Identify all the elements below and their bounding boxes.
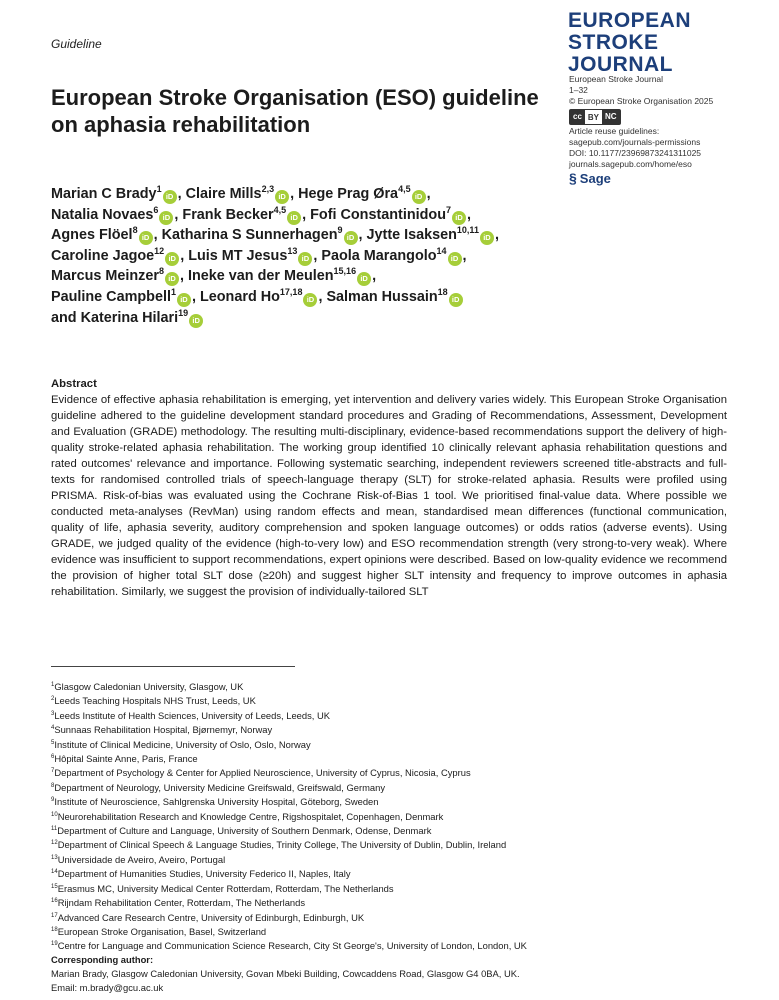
affiliation xyxy=(51,694,731,708)
affiliation-text: Glasgow Caledonian University, Glasgow, UK xyxy=(54,681,244,692)
author-affiliation-ref: 18 xyxy=(437,287,448,298)
orcid-icon[interactable]: iD xyxy=(189,314,203,328)
publisher-logo xyxy=(569,170,769,186)
author-affiliation-ref: 10,11 xyxy=(456,225,479,236)
affiliation-text: Sunnaas Rehabilitation Hospital, Bjørnemyr, Norway xyxy=(54,724,273,736)
author xyxy=(310,204,472,223)
abstract-body: Evidence of effective aphasia rehabilitation is emerging, yet intervention and delivery varies widely. This European Stroke Organisation guideline adhered to the guideline development standard procedures and Grading of Recommendations, Assessment, Development and Evaluation (GRADE) methodology. The resulting multi-disciplinary, evidence-based recommendations support the delivery of high-quality stroke-related aphasia rehabilitation. The working group identified 10 clinically relevant aphasia rehabilitation questions and rated outcomes' relevance and importance. Following systematic searching, independent reviewers screened title-abstracts and full-texts for randomised controlled trials of speech-language therapy (SLT) for stroke-related aphasia. Results were profiled using PRISMA. Risk-of-bias was evaluated using the Cochrane Risk-of-Bias 1 tool. We prioritised final-value data. Where possible we conducted meta-analyses (RevMan) using random effects and mean, standardised mean differences (functional communication, quality of life, aphasia severity, auditory comprehension and spoken language outcomes) or odds ratios (adverse events). Using GRADE, we judged quality of the evidence (high-to-very low) and ESO recommendation strength (very strong-to-very weak). Where evidence was insufficient to support recommendations, expert opinions were described. Based on low-quality evidence we recommend the provision of higher total SLT dose (≥20h) and suggest higher SLT intensity and frequency to improve outcomes in aphasia rehabilitation. Similarly, we suggest the provision of individually-tailored SLT xyxy=(51,394,727,598)
journal-logo-line1: EUROPEAN xyxy=(568,9,692,32)
author-separator: , xyxy=(180,247,189,264)
orcid-icon[interactable]: iD xyxy=(449,293,463,307)
author-name: Marcus Meinzer xyxy=(51,268,159,285)
affiliation-number: 7 xyxy=(51,768,55,775)
corresponding-email[interactable]: Email: m.brady@gcu.ac.uk xyxy=(51,982,164,993)
corresponding-heading: Corresponding author: xyxy=(51,954,154,965)
author xyxy=(51,245,189,264)
author-separator: , xyxy=(358,227,367,244)
affiliation-number: 9 xyxy=(51,797,55,804)
author xyxy=(321,245,467,264)
author-separator: , xyxy=(313,247,322,264)
orcid-icon[interactable]: iD xyxy=(303,293,317,307)
author-affiliation-ref: 1 xyxy=(170,287,176,298)
affiliation-text: European Stroke Organisation, Basel, Switzerland xyxy=(57,925,267,937)
author-separator: , xyxy=(302,206,311,223)
affiliation-number: 12 xyxy=(51,840,58,847)
author-name: Claire Mills xyxy=(185,186,262,202)
cc-badge-mid: BY xyxy=(587,112,600,122)
affiliation-text: Department of Culture and Language, University of Southern Denmark, Odense, Denmark xyxy=(57,825,432,837)
cc-license-icon[interactable] xyxy=(569,109,621,125)
author-affiliation-ref: 9 xyxy=(337,225,343,236)
affiliation-text: Leeds Institute of Health Sciences, University of Leeds, Leeds, UK xyxy=(54,709,331,721)
author xyxy=(51,227,162,243)
orcid-icon[interactable]: iD xyxy=(412,190,426,204)
affiliation-number: 18 xyxy=(51,926,58,933)
affiliation-text: Department of Neurology, University Medicine Greifswald, Greifswald, Germany xyxy=(54,781,386,793)
affiliation xyxy=(51,810,731,824)
section-label: Guideline xyxy=(51,37,102,51)
affiliation-text: Erasmus MC, University Medical Center Rotterdam, Rotterdam, The Netherlands xyxy=(57,882,394,894)
affiliation-number: 4 xyxy=(51,725,55,732)
orcid-icon[interactable]: iD xyxy=(165,272,179,286)
author-name: Katharina S Sunnerhagen xyxy=(161,227,338,244)
orcid-icon[interactable]: iD xyxy=(287,211,301,225)
orcid-icon[interactable]: iD xyxy=(139,231,153,245)
affiliation-text: Hôpital Sainte Anne, Paris, France xyxy=(54,753,198,765)
copyright: © European Stroke Organisation 2025 xyxy=(569,96,714,106)
affiliation xyxy=(51,766,731,780)
author-name: Paola Marangolo xyxy=(321,247,437,264)
affiliation xyxy=(51,838,731,852)
author-affiliation-ref: 7 xyxy=(446,204,452,215)
affiliation xyxy=(51,911,731,925)
affiliation-text: Department of Clinical Speech & Language Studies, Trinity College, The University of Dublin, Dublin, Ireland xyxy=(57,839,507,851)
author xyxy=(326,289,463,305)
author-affiliation-ref: 12 xyxy=(154,245,165,256)
orcid-icon[interactable]: iD xyxy=(163,190,177,204)
author-separator: , xyxy=(174,206,183,223)
author-name: Salman Hussain xyxy=(326,288,438,305)
author xyxy=(367,227,499,243)
author xyxy=(51,186,186,202)
author xyxy=(188,268,376,284)
author-separator: , xyxy=(462,247,467,264)
author-name: Jytte Isaksen xyxy=(366,227,457,244)
article-title: European Stroke Organisation (ESO) guideline on aphasia rehabilitation xyxy=(51,85,539,137)
author-separator: , xyxy=(426,186,431,202)
author-separator: , xyxy=(177,186,186,202)
author-affiliation-ref: 13 xyxy=(287,245,298,256)
affiliation xyxy=(51,795,731,809)
author-name: Marian C Brady xyxy=(51,186,157,202)
author-name: Fofi Constantinidou xyxy=(310,206,447,223)
author-separator: , xyxy=(467,206,472,223)
author-affiliation-ref: 19 xyxy=(178,307,189,318)
reuse-label: Article reuse guidelines: xyxy=(569,126,660,136)
author-separator: , xyxy=(191,288,200,305)
orcid-icon[interactable]: iD xyxy=(357,272,371,286)
affiliation-number: 1 xyxy=(51,681,55,688)
affiliation xyxy=(51,896,731,910)
journal-logo xyxy=(568,10,728,76)
affiliation-text: Institute of Clinical Medicine, University of Oslo, Oslo, Norway xyxy=(54,738,311,750)
affiliation xyxy=(51,680,731,694)
author-name: and Katerina Hilari xyxy=(51,309,179,326)
affiliation xyxy=(51,723,731,737)
orcid-icon[interactable]: iD xyxy=(275,190,289,204)
affiliation-number: 17 xyxy=(51,912,58,919)
footnote-divider xyxy=(51,666,295,667)
author-separator: , xyxy=(318,288,327,305)
author-name: Ineke van der Meulen xyxy=(187,268,334,285)
author-name: Frank Becker xyxy=(182,206,274,223)
sage-icon: § xyxy=(569,170,577,186)
journal-logo-line2: STROKE JOURNAL xyxy=(568,31,674,76)
author-affiliation-ref: 6 xyxy=(153,204,159,215)
affiliation xyxy=(51,882,731,896)
affiliation-number: 15 xyxy=(51,883,58,890)
author xyxy=(51,268,188,284)
author-name: Leonard Ho xyxy=(199,288,280,305)
author-affiliation-ref: 4,5 xyxy=(398,184,411,195)
affiliation-number: 8 xyxy=(51,782,55,789)
author xyxy=(162,227,367,243)
author-separator: , xyxy=(179,268,188,285)
author-name: Luis MT Jesus xyxy=(188,247,288,264)
affiliation-text: Universidade de Aveiro, Aveiro, Portugal xyxy=(57,853,226,865)
affiliation-number: 10 xyxy=(51,811,58,818)
publisher-name: Sage xyxy=(579,171,611,186)
affiliation-number: 3 xyxy=(51,710,55,717)
affiliation xyxy=(51,939,731,953)
corresponding-author xyxy=(51,953,731,995)
author-separator: , xyxy=(372,268,377,285)
article-meta xyxy=(569,74,769,184)
affiliation-number: 14 xyxy=(51,869,58,876)
affiliation-number: 11 xyxy=(51,825,58,832)
author-affiliation-ref: 8 xyxy=(158,266,164,277)
author xyxy=(200,289,326,305)
author-affiliation-ref: 1 xyxy=(156,184,162,195)
affiliation-text: Department of Humanities Studies, University Federico II, Naples, Italy xyxy=(57,868,351,880)
orcid-icon[interactable]: iD xyxy=(159,211,173,225)
author xyxy=(51,204,183,223)
doi[interactable]: DOI: 10.1177/23969873241311025 xyxy=(569,148,702,158)
affiliation xyxy=(51,709,731,723)
author-name: Agnes Flöel xyxy=(51,227,133,244)
author-list xyxy=(51,184,571,328)
author-separator: , xyxy=(290,186,299,202)
page-range: 1–32 xyxy=(569,85,588,95)
cc-badge-left: cc xyxy=(570,110,585,124)
author-affiliation-ref: 4,5 xyxy=(273,204,287,215)
author-separator: , xyxy=(494,227,499,244)
author-affiliation-ref: 2,3 xyxy=(261,184,275,195)
affiliation-text: Advanced Care Research Centre, University of Edinburgh, Edinburgh, UK xyxy=(57,911,365,923)
author-affiliation-ref: 14 xyxy=(436,245,447,256)
author xyxy=(51,289,200,305)
orcid-icon[interactable]: iD xyxy=(480,231,494,245)
reuse-link[interactable]: sagepub.com/journals-permissions xyxy=(569,137,701,147)
affiliation xyxy=(51,781,731,795)
abstract-heading: Abstract xyxy=(51,378,97,390)
author xyxy=(182,204,311,223)
author-name: Pauline Campbell xyxy=(51,288,171,305)
author-name: Natalia Novaes xyxy=(51,206,154,223)
affiliation-number: 16 xyxy=(51,897,58,904)
author-affiliation-ref: 17,18 xyxy=(279,287,303,298)
affiliation-number: 6 xyxy=(51,753,55,760)
corresponding-address: Marian Brady, Glasgow Caledonian University, Govan Mbeki Building, Cowcaddens Road, Glasgow G4 0BA, UK. xyxy=(51,968,520,979)
orcid-icon[interactable]: iD xyxy=(344,231,358,245)
orcid-icon[interactable]: iD xyxy=(448,252,462,266)
author-name: Caroline Jagoe xyxy=(51,247,155,264)
author xyxy=(51,307,204,326)
affiliation xyxy=(51,925,731,939)
orcid-icon[interactable]: iD xyxy=(177,293,191,307)
affiliation-text: Department of Psychology & Center for Applied Neuroscience, University of Cyprus, Nicosia, Cyprus xyxy=(54,767,471,779)
author xyxy=(298,186,431,202)
abstract xyxy=(51,376,727,600)
affiliation-text: Centre for Language and Communication Science Research, City St George's, University of London, London, UK xyxy=(57,940,527,952)
author-separator: , xyxy=(153,227,162,244)
affiliation-number: 5 xyxy=(51,739,55,746)
affiliation-number: 2 xyxy=(51,696,55,703)
orcid-icon[interactable]: iD xyxy=(298,252,312,266)
author-affiliation-ref: 8 xyxy=(132,225,138,236)
author-name: Hege Prag Øra xyxy=(298,186,399,202)
affiliation xyxy=(51,853,731,867)
author-affiliation-ref: 15,16 xyxy=(333,266,357,277)
journal-link[interactable]: journals.sagepub.com/home/eso xyxy=(569,159,692,169)
orcid-icon[interactable]: iD xyxy=(452,211,466,225)
affiliation-text: Rijndam Rehabilitation Center, Rotterdam, The Netherlands xyxy=(57,897,306,909)
affiliation xyxy=(51,752,731,766)
affiliation-number: 13 xyxy=(51,854,58,861)
cc-badge-right: NC xyxy=(602,110,620,124)
affiliation xyxy=(51,738,731,752)
affiliation-list xyxy=(51,680,731,954)
affiliation-text: Leeds Teaching Hospitals NHS Trust, Leeds, UK xyxy=(54,695,256,707)
orcid-icon[interactable]: iD xyxy=(165,252,179,266)
affiliation-text: Institute of Neuroscience, Sahlgrenska University Hospital, Göteborg, Sweden xyxy=(54,796,379,808)
author xyxy=(188,245,322,264)
author xyxy=(186,186,299,202)
journal-name: European Stroke Journal xyxy=(569,74,664,84)
affiliation-number: 19 xyxy=(51,941,58,948)
affiliation xyxy=(51,867,731,881)
affiliation xyxy=(51,824,731,838)
affiliation-text: Neurorehabilitation Research and Knowledge Centre, Rigshospitalet, Copenhagen, Denmark xyxy=(57,810,444,822)
